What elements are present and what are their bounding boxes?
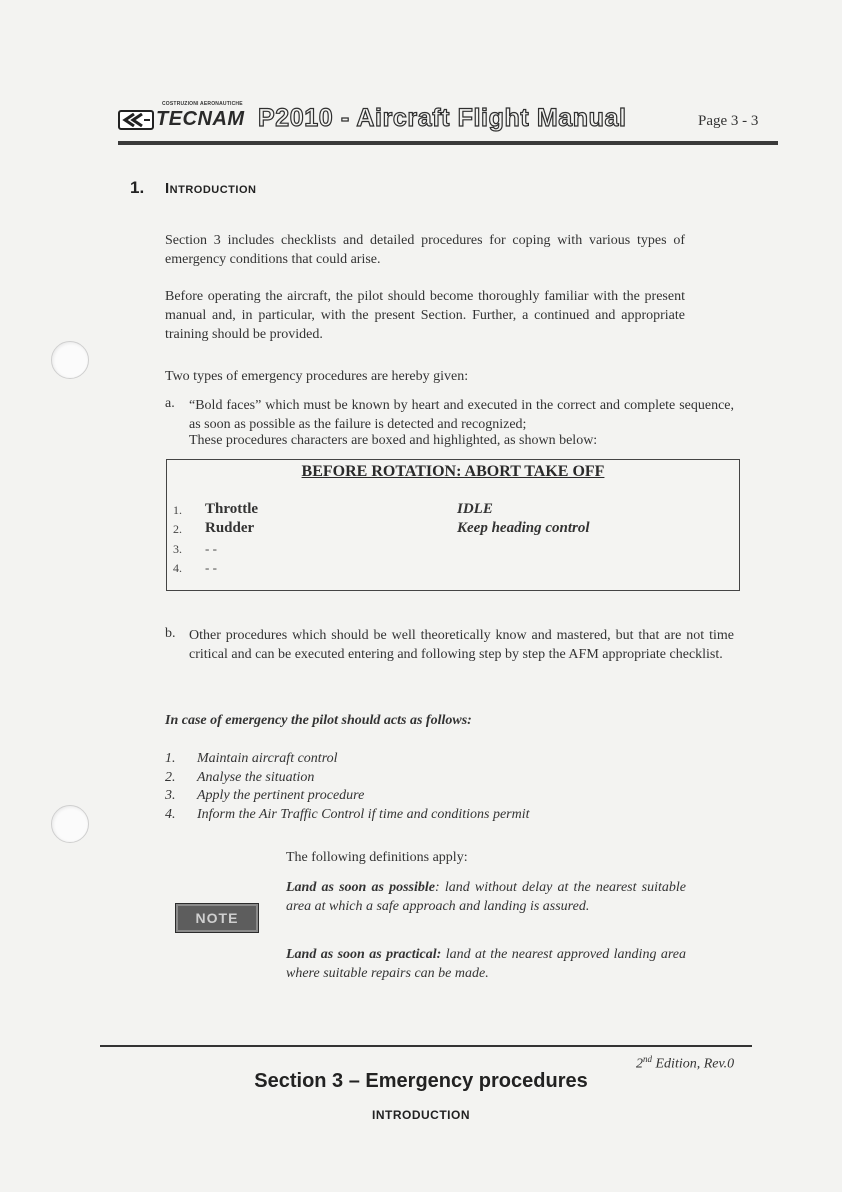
list-a-text: “Bold faces” which must be known by heart and executed in the correct and complete sequence, as soon as possible as the failure is detected and recognized; [189,398,734,432]
punch-hole-top [51,341,89,379]
procedure-row-item: Rudder [205,520,255,536]
list-b-text: Other procedures which should be well theoretically know and mastered, but that are not time critical and can be executed entering and following step by step the AFM appropriate checklist. [189,628,734,662]
list-item [165,751,625,770]
procedure-row-number: 1. [173,503,182,517]
bold-face-procedure-box [166,459,740,591]
paragraph-2: Before operating the aircraft, the pilot should become thoroughly familiar with the present manual and, in particular, with the present Section. Further, a continued and appropriate training should be provided. [165,289,685,342]
definition-1 [286,878,686,916]
list-a-subtext: These procedures characters are boxed and highlighted, as shown below: [189,433,598,448]
definition-2 [286,945,686,983]
list-item [165,770,625,789]
emergency-steps-list [165,751,625,826]
step-number: 3. [165,788,176,804]
step-number: 4. [165,807,176,823]
punch-hole-bottom [51,805,89,843]
note-badge-label: NOTE [195,910,239,926]
step-number: 1. [165,751,176,766]
list-b-marker: b. [165,626,176,641]
logo-word: TECNAM [156,108,245,130]
procedure-row-number: 3. [173,542,182,556]
procedure-title: BEFORE ROTATION: ABORT TAKE OFF [301,463,605,480]
list-a-marker: a. [165,396,175,411]
footer-rule [100,1045,752,1047]
edition-suffix: nd [643,1054,652,1064]
section-title: Introduction [165,180,257,197]
step-text: Analyse the situation [197,769,315,785]
procedure-row [173,501,733,520]
section-number: 1. [130,178,145,197]
step-text: Apply the pertinent procedure [197,788,365,804]
logo-small-text: COSTRUZIONI AERONAUTICHE [162,101,243,107]
procedure-row-number: 4. [173,561,182,575]
tecnam-logo [118,100,245,136]
edition-rest: Edition, Rev.0 [652,1056,735,1072]
manual-title: P2010 - Aircraft Flight Manual [258,104,627,132]
procedure-row-item: Throttle [205,501,259,517]
tecnam-logo-icon [118,110,154,130]
procedure-row-item: - - [205,560,217,575]
definition-1-text: : land without delay at the nearest suitable area at which a safe approach and landing is assured. [286,880,686,914]
footer-title: Section 3 – Emergency procedures [254,1070,588,1092]
note-intro: The following definitions apply: [286,850,468,865]
emergency-heading: In case of emergency the pilot should acts as follows: [165,713,472,728]
edition-number: 2 [636,1056,643,1072]
page-number: Page 3 - 3 [698,113,759,129]
procedure-row [173,559,733,578]
footer-subtitle: INTRODUCTION [372,1108,470,1122]
procedure-row [173,540,733,559]
procedure-row-action: Keep heading control [457,520,590,536]
procedure-row-item: - - [205,541,217,556]
definition-2-text: land at the nearest approved landing area where suitable repairs can be made. [286,947,686,981]
procedure-row-number: 2. [173,522,182,536]
step-text: Inform the Air Traffic Control if time and conditions permit [197,807,530,823]
list-item [165,807,625,826]
procedure-row [173,520,733,539]
note-badge [175,903,259,933]
definition-2-term: Land as soon as practical: [286,947,442,962]
paragraph-1: Section 3 includes checklists and detailed procedures for coping with various types of emergency conditions that could arise. [165,233,685,267]
paragraph-3: Two types of emergency procedures are hereby given: [165,369,469,384]
definition-1-term: Land as soon as possible [286,880,435,895]
step-number: 2. [165,769,176,785]
list-item [165,788,625,807]
step-text: Maintain aircraft control [197,751,338,766]
procedure-row-action: IDLE [457,501,493,517]
header-rule [118,141,778,145]
